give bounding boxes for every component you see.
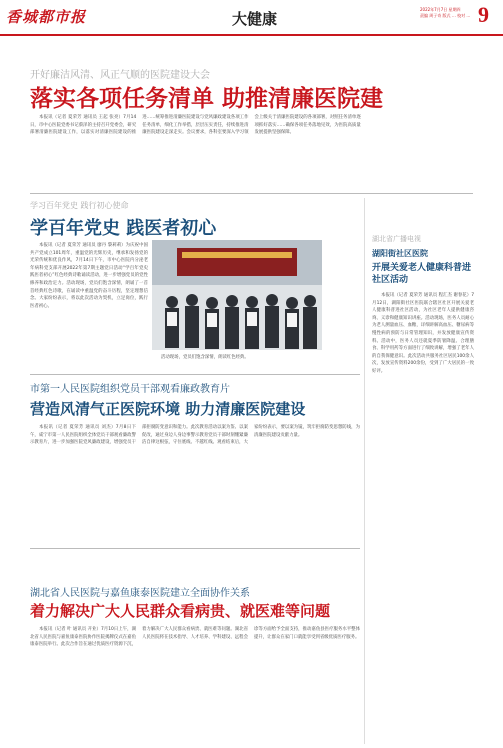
divider	[30, 193, 473, 194]
sidebar-headline-2: 开展关爱老人健康科普进社区活动	[372, 263, 472, 285]
section-title: 大健康	[232, 10, 278, 28]
article2-caption-text: 活动现场，党员们饱含深情，朗读红色经典。	[161, 355, 249, 360]
article2-photo	[152, 240, 322, 350]
article4-kicker: 湖北省人民医院与嘉鱼康泰医院建立全面协作关系	[30, 588, 250, 599]
column-rule	[364, 198, 365, 744]
edition-date: 2022年7月7日 星期四	[420, 7, 461, 12]
lead-headline: 落实各项任务清单 助推清廉医院建	[30, 85, 384, 112]
divider	[30, 548, 360, 549]
article2-kicker: 学习百年党史 践行初心使命	[30, 201, 129, 210]
masthead-rule	[0, 34, 503, 36]
article4-body	[30, 626, 360, 744]
sidebar-kicker: 湖北省广播电视	[372, 235, 421, 243]
article2-body	[30, 242, 148, 368]
divider	[30, 374, 360, 375]
lead-body	[30, 114, 473, 188]
article2-body-text: 本报讯（记者 夏荣芳 通讯员 廖丹 黎莉莉）为庆祝中国共产党成立101周年，重温党的光辉历史，继承和发扬党的光荣传统和优良作风，7月14日下午，市中心医院内分泌老年病科党支部开展2022年第7期主题党日活动“学百年党史 践医者初心”红色经典诗歌诵读活动，进一步增强党员的党性修养和政治定力。活动现场，党员们饱含深情，朗诵了一首首经典红色诗歌，在诵读中重温党的奋斗历程，坚定理想信念。大家纷纷表示，将以此次活动为契机，立足岗位，践行医者初心。	[30, 243, 148, 309]
article4-body-text: 本报讯（记者 叶 通讯员 开业）7月10日上午，湖北省人民医院与嘉鱼康泰医院协作医院揭牌仪式在嘉鱼康泰医院举行。此次合作旨在通过优质医疗资源下沉，着力解决广大人民群众看病贵、就医难等问题。湖北省人民医院将在技术指导、人才培养、学科建设、远程会诊等方面给予全面支持，推动嘉鱼县医疗服务水平整体提升，让群众在家门口就能享受到省级优质医疗服务。	[30, 627, 360, 648]
sidebar-body	[372, 292, 474, 742]
article4-headline: 着力解决广大人民群众看病贵、就医难等问题	[30, 602, 331, 620]
lead-body-text: 本报讯（记者 夏荣芳 通讯员 王起 张亮）7月14日，市中心医院党委书记蔡泽的主持召开党委会，研究部署清廉医院建设工作，以落实对清廉医院建设的推进……统筹推进清廉医院建设与党风廉政建设各项工作任务清单，细化工作举措，层层压实责任，持续推进清廉医院建设走深走实。会议要求，各科室要深入学习领会上级关于清廉医院建设的各项部署，对照任务清单逐项抓好落实……确保各项任务落地见效，为医院高质量发展提供坚强保障。	[30, 115, 361, 136]
article3-headline: 营造风清气正医院环境 助力清廉医院建设	[30, 400, 306, 418]
edition-info	[420, 7, 480, 19]
sidebar-body-text: 本报讯（记者 夏荣芳 通讯员 程汇杰 谢春花）7月12日，湖阳街社区医院联合辖区社区开展关爱老人健康科普进社区活动，为社区老年人提供健康咨询、义诊和健康知识讲座。活动现场，医务人员耐心为老人测量血压、血糖，详细讲解高血压、糖尿病等慢性病的预防与日常管理知识，并发放健康宣传资料。活动中，医务人员还就夏季防暑降温、合理膳食、科学用药等方面进行了细致讲解，增强了老年人的自我保健意识。此次活动共服务社区居民100余人次，发放宣传资料200余份，受到了广大居民的一致好评。	[372, 293, 474, 374]
sidebar-headline: 湖阳街社区医院	[372, 249, 428, 258]
lead-kicker: 开好廉洁风清、风正气顺的医院建设大会	[30, 70, 210, 81]
event-photo	[152, 240, 322, 350]
edition-editors: 责编 周子奇 版式 … 校对 …	[420, 13, 471, 18]
article3-body	[30, 424, 360, 546]
masthead-logo: 香城都市报	[6, 8, 87, 26]
article3-kicker: 市第一人民医院组织党员干部观看廉政教育片	[30, 384, 230, 395]
article2-headline: 学百年党史 践医者初心	[30, 218, 217, 239]
article3-body-text: 本报讯（记者 夏荣芳 通讯员 刘杰）7月8日下午，咸宁市第一人民医院组织全体党员干部观看廉政警示教育片，进一步加强医院党风廉政建设，增强党员干部拒腐防变意识和能力。此次教育活动以案为鉴、以案促改，通过身边人身边事警示教育党员干部时刻绷紧廉洁自律这根弦，守住底线、不越红线。观看结束后，大家纷纷表示，要以案为镜，筑牢拒腐防变思想防线，为清廉医院建设贡献力量。	[30, 425, 360, 446]
page-number: 9	[478, 2, 489, 27]
